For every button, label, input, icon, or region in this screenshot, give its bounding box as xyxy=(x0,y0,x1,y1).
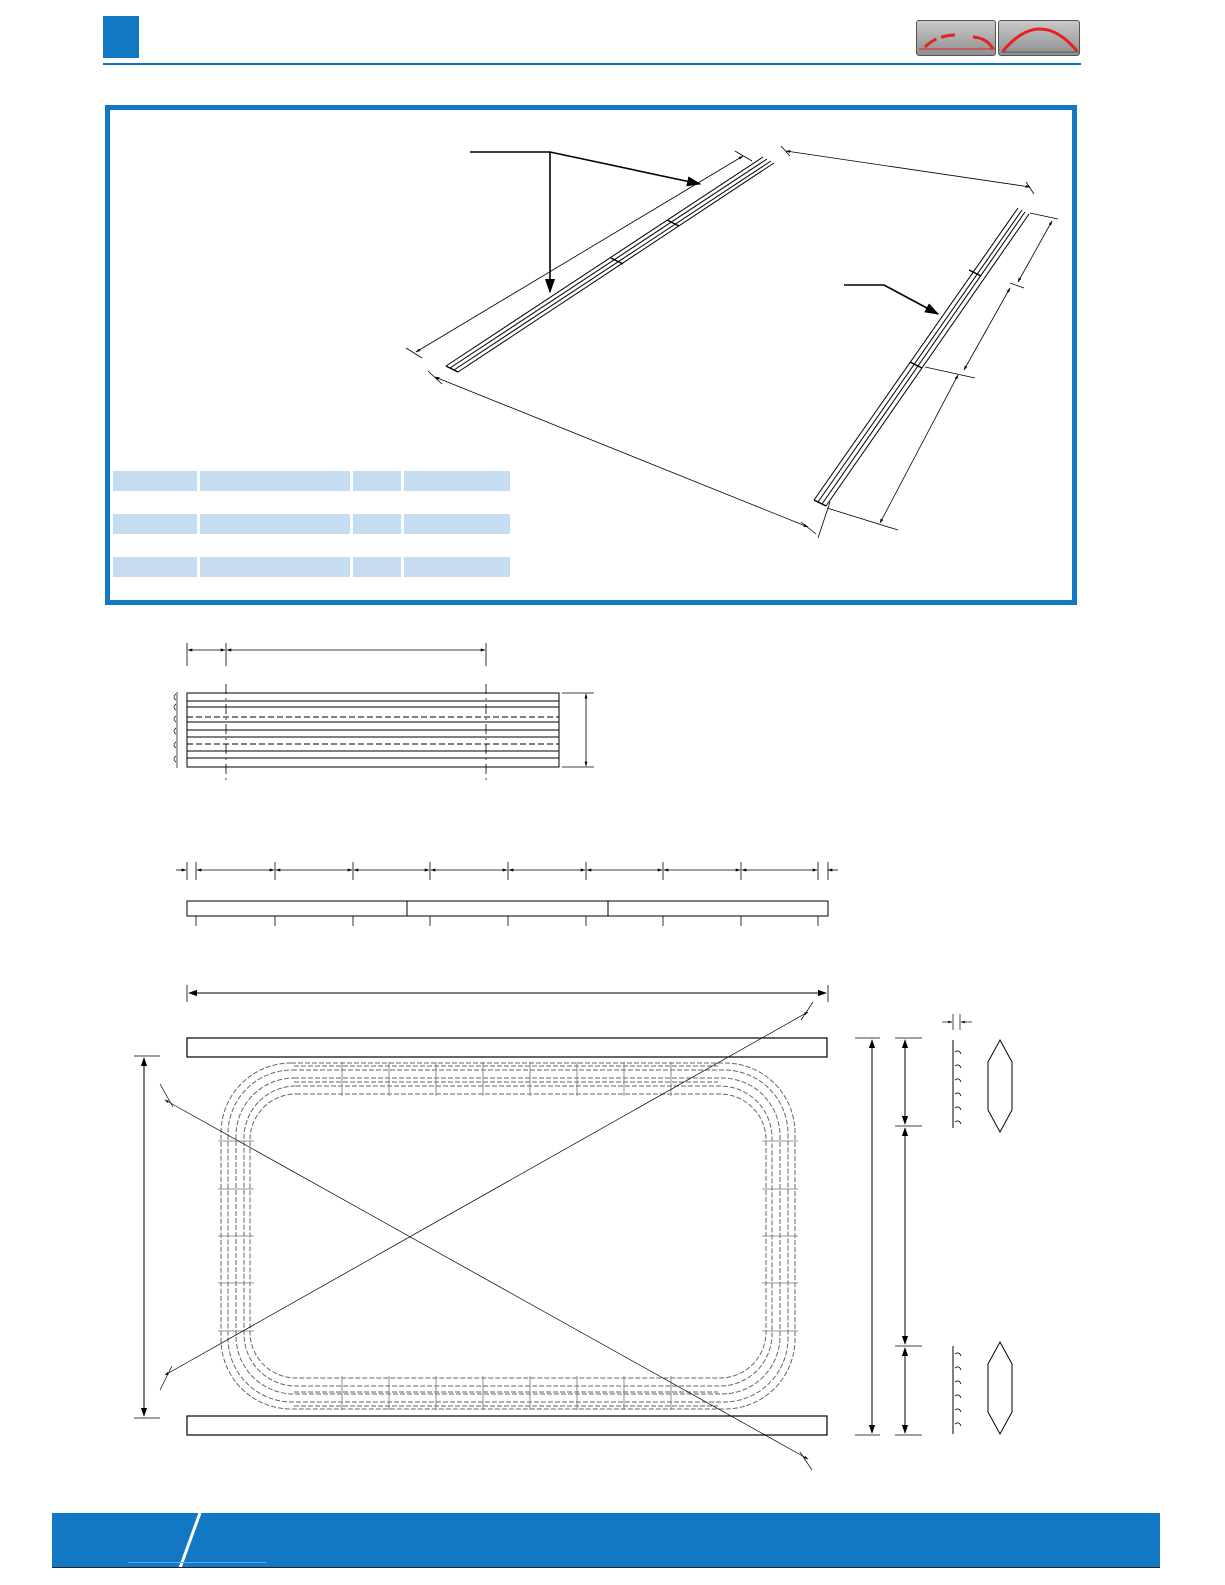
rink-layout-plan xyxy=(134,985,922,1470)
footer-band xyxy=(52,1513,1160,1568)
footer-slash-divider xyxy=(52,1513,1160,1568)
rail-section-details xyxy=(942,1014,1012,1434)
isometric-rail-view xyxy=(406,146,1058,538)
rail-profile-side-view xyxy=(174,643,594,782)
left-rail xyxy=(446,157,774,372)
leader-lines xyxy=(470,152,938,314)
footer-bottom-rule xyxy=(52,1567,1160,1568)
right-rail xyxy=(814,208,1029,506)
rail-segment-elevation xyxy=(176,862,838,926)
footer-link-underline[interactable] xyxy=(128,1562,266,1563)
